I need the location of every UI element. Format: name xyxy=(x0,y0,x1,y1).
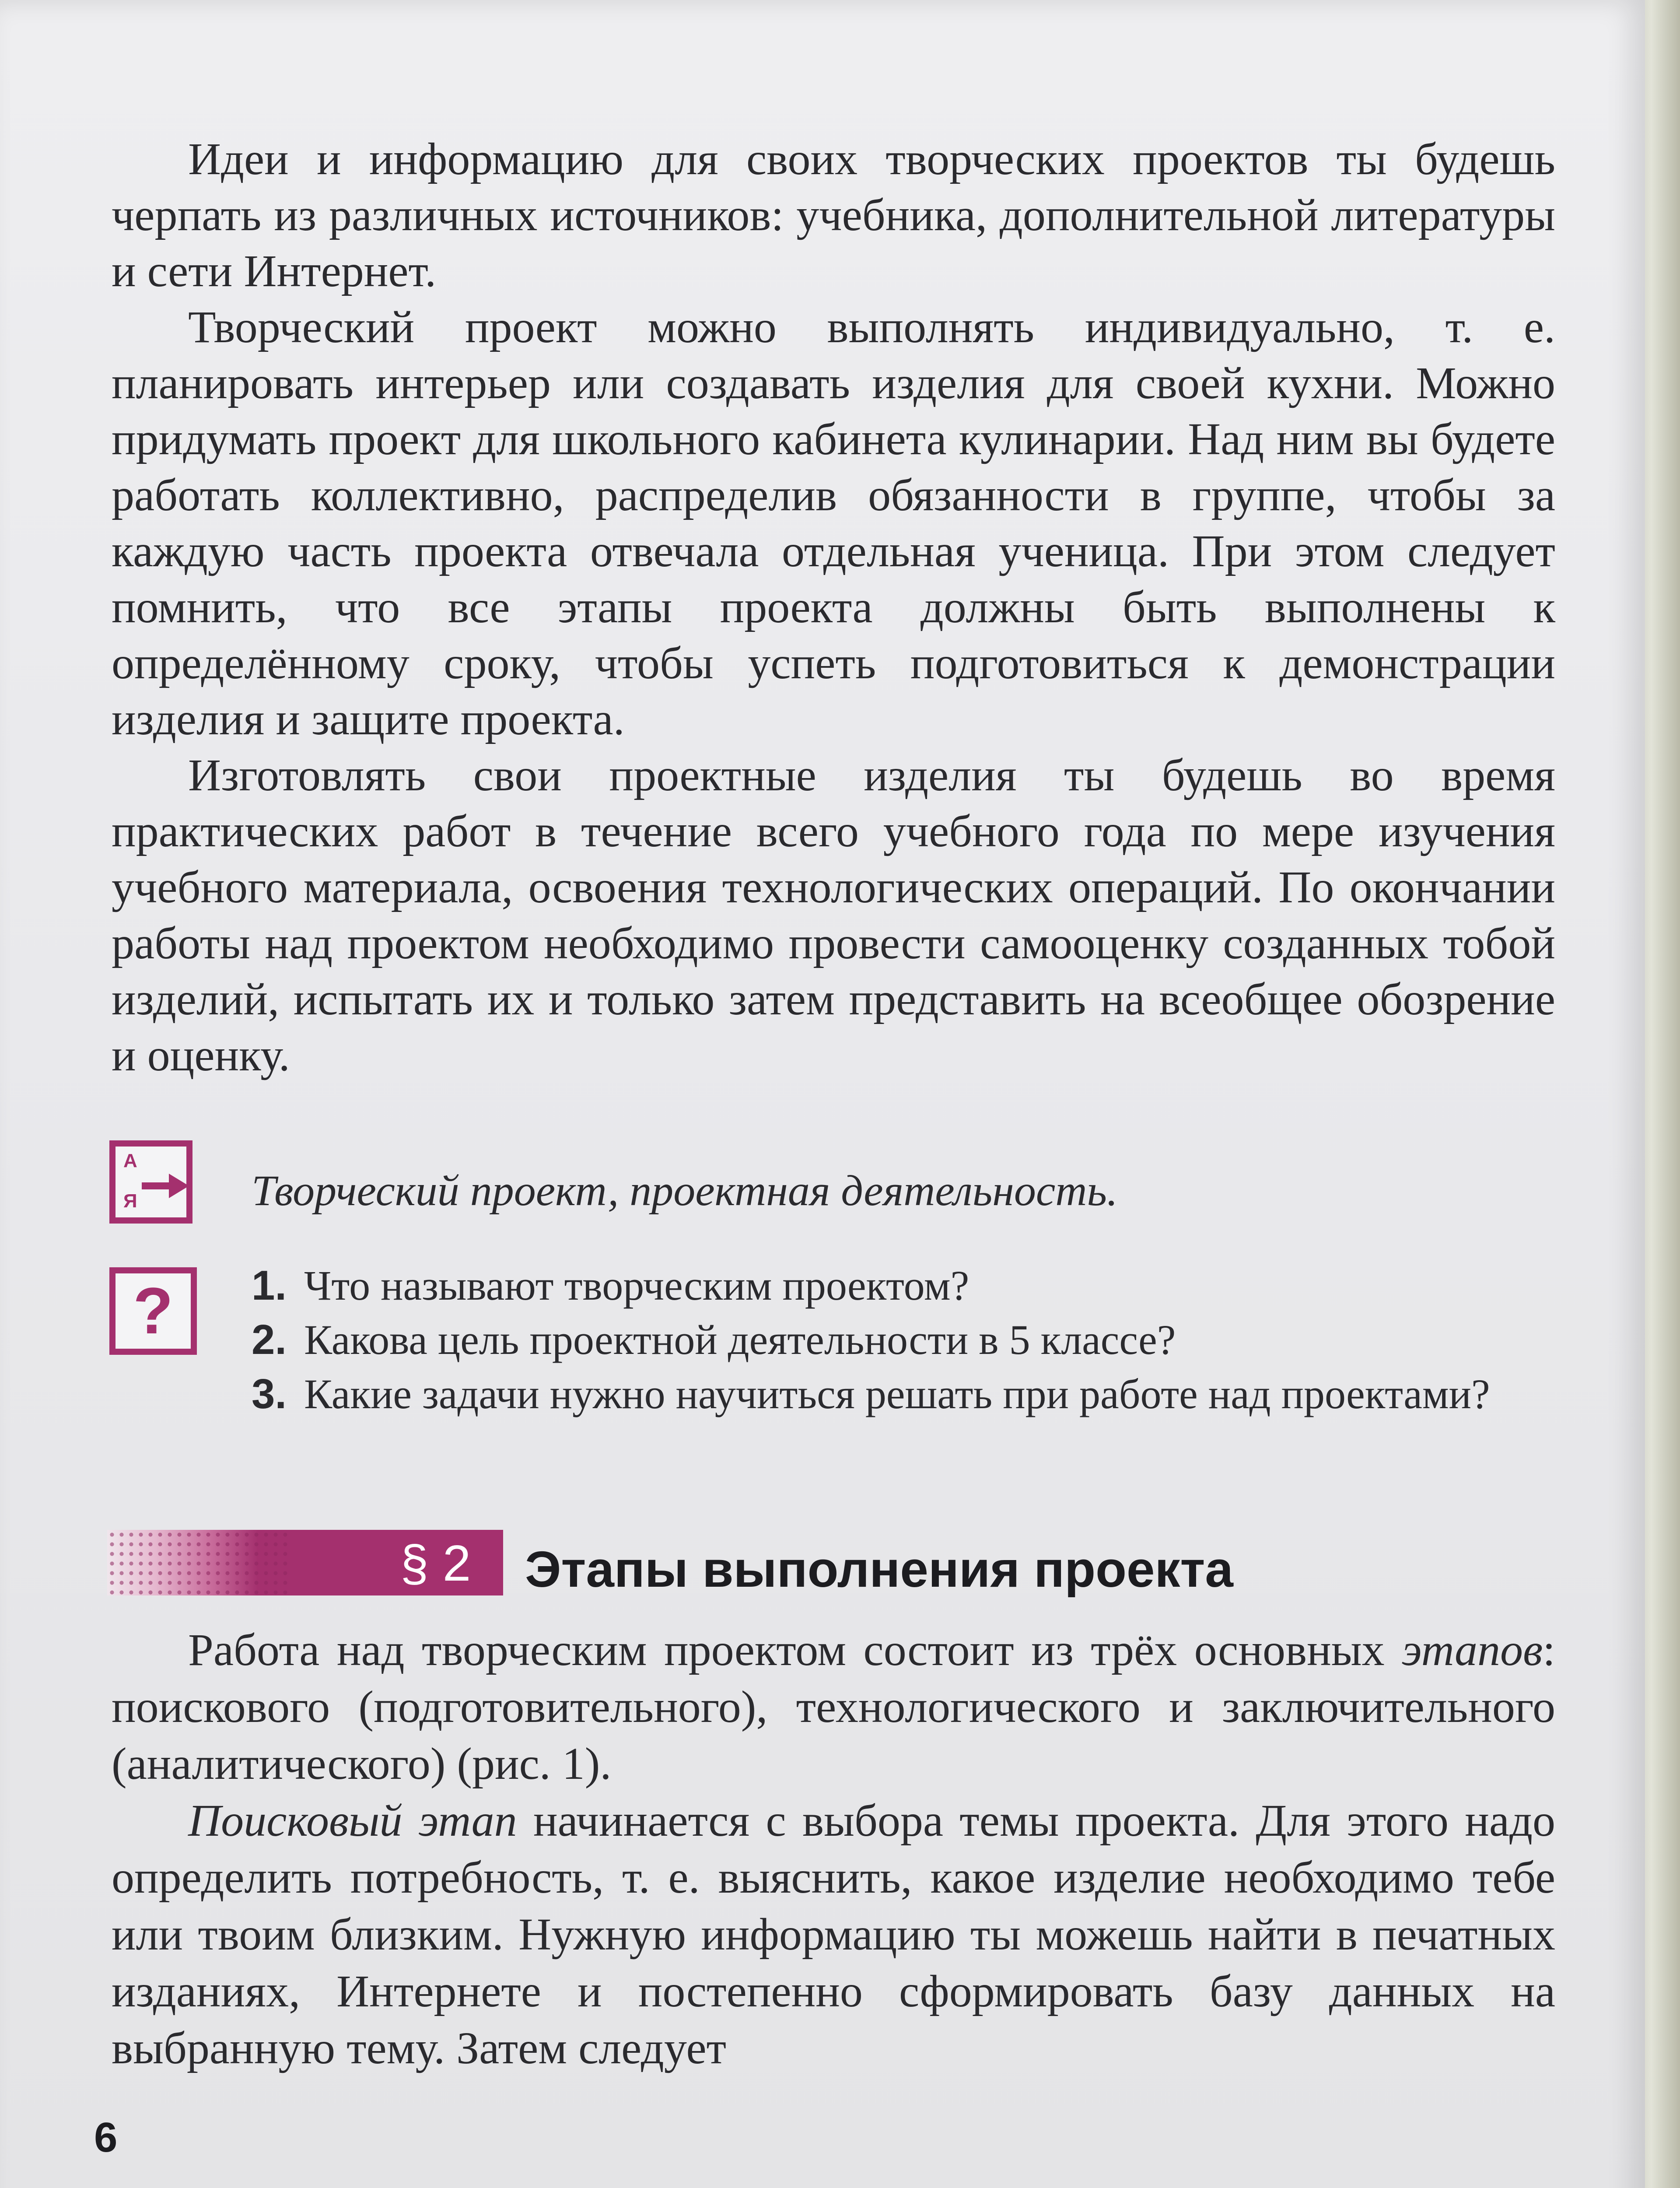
question-item xyxy=(252,1259,1555,1313)
section-number: § 2 xyxy=(400,1535,471,1592)
paragraph-sources: Идеи и информацию для своих творческих проектов ты будешь черпать из различных источников: учебника, дополнительной литературы и сети Интернет. xyxy=(112,134,1555,296)
question-number: 1. xyxy=(252,1262,287,1309)
arrow-right-icon xyxy=(142,1173,190,1199)
section-header xyxy=(112,1521,1555,1609)
question-item xyxy=(252,1367,1555,1421)
paragraph-individual-project: Творческий проект можно выполнять индивидуально, т. е. планировать интерьер или создавать изделия для своей кухни. Можно придумать проект для школьного кабинета кулинарии. Над ним вы будете работать коллективно, распределив обязанности в группе, чтобы за каждую часть проекта отвечала отдельная ученица. При этом следует помнить, что все этапы проекта должны быть выполнены к определённому сроку, чтобы успеть подготовиться к демонстрации изделия и защите проекта. xyxy=(112,302,1555,744)
dictionary-arrow-icon xyxy=(109,1140,192,1224)
question-item xyxy=(252,1313,1555,1367)
paragraph-search-stage xyxy=(112,1792,1555,2077)
paragraph-making-products: Изготовлять свои проектные изделия ты будешь во время практических работ в течение всего учебного года по мере изучения учебного материала, освоения технологических операций. По окончании работы над проектом необходимо провести самооценку созданных тобой изделий, испытать их и только затем представить на всеобщее обозрение и оценку. xyxy=(112,750,1555,1080)
text-run: : поискового (подготовительного), технологического и заключительного (аналитического) (рис. 1). xyxy=(112,1625,1555,1789)
section-body xyxy=(112,1622,1555,2077)
emphasis-stages: этапов xyxy=(1402,1625,1543,1675)
icon-letter-a: А xyxy=(123,1150,137,1171)
question-number: 2. xyxy=(252,1316,287,1363)
question-number: 3. xyxy=(252,1371,287,1417)
question-text: Какова цель проектной деятельности в 5 классе? xyxy=(304,1316,1176,1363)
section-dot-pattern xyxy=(107,1530,291,1595)
keywords-block xyxy=(112,1140,1555,1237)
text-run: Работа над творческим проектом состоит из трёх основных xyxy=(188,1625,1402,1675)
question-text: Что называют творческим проектом? xyxy=(304,1262,970,1309)
questions-block xyxy=(112,1254,1555,1447)
questions-list xyxy=(252,1259,1555,1421)
question-mark-icon: ? xyxy=(109,1267,197,1355)
page-number: 6 xyxy=(94,2114,118,2161)
text-run: начинается с выбора темы проекта. Для этого надо определить потребность, т. е. выяснить, какое изделие необходимо тебе или твоим близким. Нужную информацию ты можешь найти в печатных изданиях, Интернете и постепенно сформировать базу данных на выбранную тему. Затем следует xyxy=(112,1795,1556,2073)
section-title: Этапы выполнения проекта xyxy=(525,1541,1233,1598)
paragraph-project-stages xyxy=(112,1622,1555,1792)
keywords-text: Творческий проект, проектная деятельность. xyxy=(252,1166,1118,1215)
page-content xyxy=(112,131,1555,2077)
question-text: Какие задачи нужно научиться решать при работе над проектами? xyxy=(304,1371,1490,1417)
icon-letter-ya: Я xyxy=(123,1190,137,1212)
emphasis-search-stage: Поисковый этап xyxy=(188,1795,517,1846)
